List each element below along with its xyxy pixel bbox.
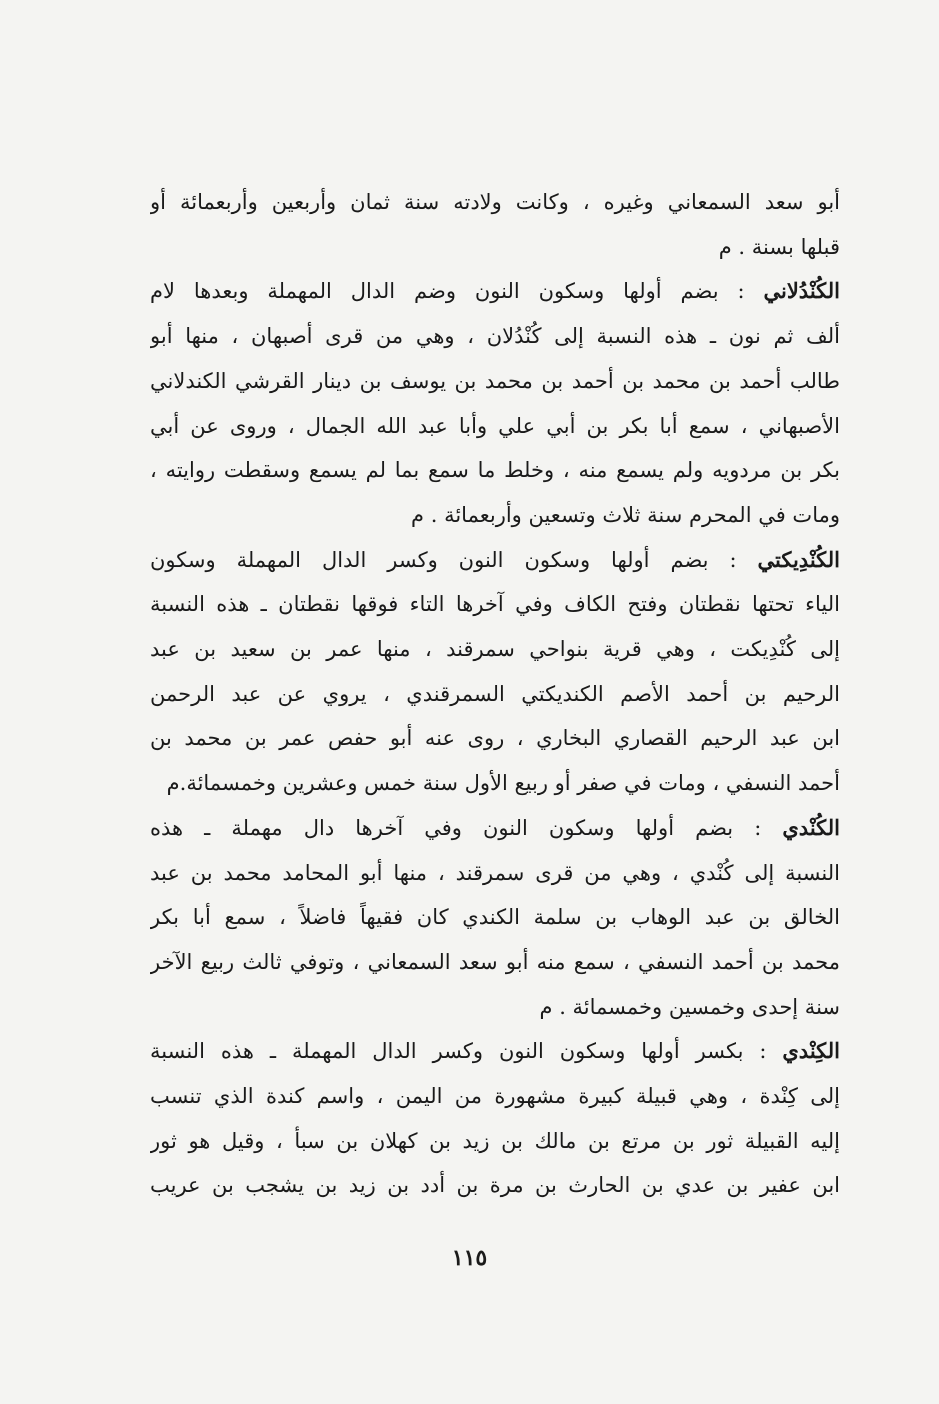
page-number: ١١٥ — [451, 1245, 488, 1271]
line-text: الرحيم بن أحمد الأصم الكنديكتي السمرقندي ، يروي عن عبد الرحمن — [150, 681, 840, 706]
entry-term: الكُنْدِيكتي — [757, 546, 840, 572]
line-text: أحمد النسفي ، ومات في صفر أو ربيع الأول سنة خمس وعشرين وخمسمائة.م — [166, 771, 840, 796]
text-line — [150, 806, 840, 851]
text-line — [150, 1074, 840, 1119]
line-text: أبو سعد السمعاني وغيره ، وكانت ولادته سنة ثمان وأربعين وأربعمائة أو — [150, 190, 840, 214]
line-text: الأصبهاني ، سمع أبا بكر بن أبي علي وأبا عبد الله الجمال ، وروى عن أبي — [150, 413, 840, 438]
text-line — [150, 404, 840, 449]
line-text: بكر بن مردويه ولم يسمع منه ، وخلط ما سمع بما لم يسمع وسقطت روايته ، — [150, 458, 840, 483]
line-text: ألف ثم نون ـ هذه النسبة إلى كُنْدُلان ، وهي من قرى أصبهان ، منها أبو — [150, 324, 840, 349]
line-text: الياء تحتها نقطتان وفتح الكاف وفي آخرها التاء فوقها نقطتان ـ هذه النسبة — [150, 592, 840, 617]
text-line — [150, 269, 840, 314]
line-text: ابن عفير بن عدي بن الحارث بن مرة بن أدد بن زيد بن يشجب بن عريب — [150, 1173, 840, 1198]
line-text: محمد بن أحمد النسفي ، سمع منه أبو سعد السمعاني ، وتوفي ثالث ربيع الآخر — [150, 949, 840, 974]
line-text: : بضم أولها وسكون النون وضم الدال المهملة وبعدها لام — [150, 279, 764, 304]
text-line — [150, 538, 840, 583]
text-line — [150, 1029, 840, 1074]
text-line — [150, 895, 840, 940]
text-line — [150, 985, 840, 1030]
entry-term: الكُنْدُلاني — [763, 278, 840, 304]
text-line — [150, 582, 840, 627]
text-line — [150, 940, 840, 985]
text-line — [150, 314, 840, 359]
line-text: إلى كِنْدة ، وهي قبيلة كبيرة مشهورة من اليمن ، واسم كندة الذي تنسب — [150, 1084, 840, 1109]
line-text: : بكسر أولها وسكون النون وكسر الدال المهملة ـ هذه النسبة — [150, 1039, 783, 1064]
line-text: ومات في المحرم سنة ثلاث وتسعين وأربعمائة . م — [411, 502, 840, 527]
line-text: النسبة إلى كُنْدي ، وهي من قرى سمرقند ، منها أبو المحامد محمد بن عبد — [150, 860, 840, 885]
line-text: : بضم أولها وسكون النون وكسر الدال المهملة وسكون — [150, 547, 758, 572]
line-text: طالب أحمد بن محمد بن أحمد بن محمد بن يوسف بن دينار القرشي الكندلاني — [150, 368, 840, 393]
page-text — [150, 180, 840, 1208]
text-line — [150, 1163, 840, 1208]
text-line — [150, 359, 840, 404]
line-text: : بضم أولها وسكون النون وفي آخرها دال مهملة ـ هذه — [150, 815, 783, 840]
text-line — [150, 716, 840, 761]
line-text: إليه القبيلة ثور بن مرتع بن مالك بن زيد بن كهلان بن سبأ ، وقيل هو ثور — [150, 1128, 840, 1153]
line-text: إلى كُنْدِيكت ، وهي قرية بنواحي سمرقند ، منها عمر بن سعيد بن عبد — [150, 637, 840, 662]
line-text: الخالق بن عبد الوهاب بن سلمة الكندي كان فقيهاً فاضلاً ، سمع أبا بكر — [150, 905, 840, 930]
line-text: ابن عبد الرحيم القصاري البخاري ، روى عنه أبو حفص عمر بن محمد بن — [150, 726, 840, 751]
text-line — [150, 627, 840, 672]
entry-term: الكِنْدي — [782, 1038, 840, 1064]
text-line — [150, 225, 840, 270]
text-line — [150, 180, 840, 225]
line-text: سنة إحدى وخمسين وخمسمائة . م — [539, 994, 840, 1019]
entry-term: الكُنْدي — [782, 814, 840, 840]
text-line — [150, 1119, 840, 1164]
text-line — [150, 672, 840, 717]
line-text: قبلها بسنة . م — [718, 234, 840, 259]
text-line — [150, 761, 840, 806]
text-line — [150, 493, 840, 538]
text-line — [150, 448, 840, 493]
text-line — [150, 851, 840, 896]
